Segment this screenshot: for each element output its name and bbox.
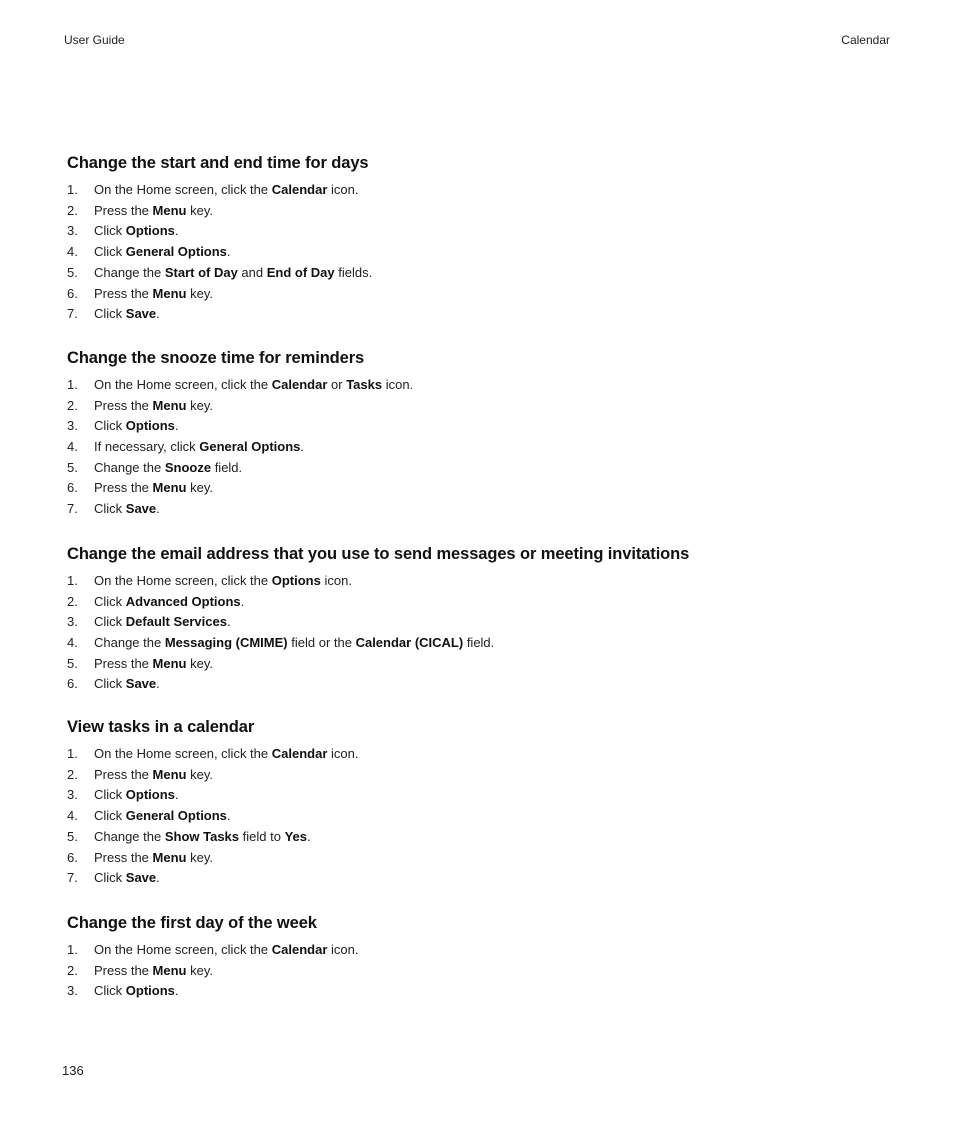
step-item bbox=[67, 571, 887, 592]
step-text: . bbox=[226, 244, 231, 260]
step-text: icon. bbox=[327, 182, 359, 197]
step-text: Press the bbox=[94, 962, 153, 978]
step-text: Click bbox=[94, 244, 126, 260]
steps-list bbox=[67, 940, 887, 1002]
ui-term: Save bbox=[125, 501, 157, 517]
step-text: . bbox=[174, 223, 179, 239]
step-text: Click bbox=[94, 808, 126, 824]
ui-term: Options bbox=[125, 223, 175, 239]
step-text: field. bbox=[211, 459, 243, 475]
step-item bbox=[67, 674, 887, 695]
step-number: 3. bbox=[67, 614, 78, 630]
step-item bbox=[67, 396, 887, 417]
step-number: 4. bbox=[67, 808, 78, 824]
step-number: 4. bbox=[67, 439, 78, 455]
step-text: Change the bbox=[94, 634, 165, 650]
step-item bbox=[67, 612, 887, 633]
step-number: 1. bbox=[67, 376, 78, 392]
ui-term: Options bbox=[271, 572, 321, 588]
step-item bbox=[67, 592, 887, 613]
ui-term: Menu bbox=[152, 202, 187, 218]
ui-term: General Options bbox=[199, 439, 301, 455]
step-text: . bbox=[174, 983, 179, 999]
step-number: 5. bbox=[67, 828, 78, 844]
step-number: 5. bbox=[67, 459, 78, 475]
step-text: key. bbox=[186, 962, 213, 978]
page-number: 136 bbox=[62, 1063, 84, 1078]
step-text: . bbox=[226, 808, 231, 824]
step-text: key. bbox=[186, 285, 213, 301]
step-number: 2. bbox=[67, 593, 78, 609]
step-text: key. bbox=[186, 202, 213, 218]
step-text: Click bbox=[94, 983, 126, 999]
step-number: 6. bbox=[67, 480, 78, 496]
step-text: Click bbox=[94, 306, 126, 322]
step-item bbox=[67, 180, 887, 201]
ui-term: Snooze bbox=[164, 459, 212, 475]
step-text: key. bbox=[186, 849, 213, 865]
step-number: 3. bbox=[67, 418, 78, 434]
step-number: 1. bbox=[67, 572, 78, 588]
steps-list bbox=[67, 571, 887, 695]
ui-term: Menu bbox=[152, 397, 187, 413]
section-heading: Change the email address that you use to send messages or meeting invitations bbox=[67, 544, 690, 563]
step-item bbox=[67, 827, 887, 848]
step-text: Press the bbox=[94, 849, 153, 865]
step-text: icon. bbox=[327, 746, 359, 762]
step-text: . bbox=[156, 501, 160, 517]
step-number: 7. bbox=[67, 870, 78, 886]
step-number: 3. bbox=[67, 787, 78, 803]
section-view-tasks bbox=[67, 716, 887, 889]
step-text: Click bbox=[94, 614, 126, 630]
ui-term: End of Day bbox=[266, 264, 335, 280]
step-text: . bbox=[156, 306, 160, 322]
section-heading: Change the start and end time for days bbox=[67, 154, 369, 172]
step-text: Change the bbox=[94, 828, 165, 844]
step-text: and bbox=[237, 264, 267, 280]
ui-term: Menu bbox=[152, 285, 187, 301]
ui-term: Options bbox=[125, 787, 175, 803]
ui-term: Save bbox=[125, 676, 157, 692]
step-text: . bbox=[156, 676, 160, 692]
step-number: 7. bbox=[67, 501, 78, 517]
step-text: icon. bbox=[327, 941, 359, 957]
ui-term: Calendar bbox=[271, 941, 328, 957]
ui-term: Calendar (CICAL) bbox=[355, 634, 464, 650]
step-text: Change the bbox=[94, 264, 165, 280]
step-text: Click bbox=[94, 787, 126, 803]
step-number: 3. bbox=[67, 223, 78, 239]
step-number: 2. bbox=[67, 962, 78, 978]
ui-term: Options bbox=[125, 983, 175, 999]
step-item bbox=[67, 633, 887, 654]
header-doc-title: User Guide bbox=[64, 33, 125, 47]
step-text: key. bbox=[186, 766, 213, 782]
ui-term: Start of Day bbox=[164, 264, 238, 280]
steps-list bbox=[67, 375, 887, 520]
step-text: . bbox=[174, 787, 179, 803]
ui-term: Menu bbox=[152, 849, 187, 865]
step-item bbox=[67, 304, 887, 325]
step-text: icon. bbox=[382, 376, 414, 392]
step-number: 5. bbox=[67, 264, 78, 280]
ui-term: Save bbox=[125, 306, 157, 322]
running-header bbox=[64, 33, 890, 49]
section-heading: Change the first day of the week bbox=[67, 913, 317, 932]
step-text: Click bbox=[94, 418, 126, 434]
step-text: key. bbox=[186, 655, 213, 671]
section-email-address bbox=[67, 543, 887, 695]
step-text: field or the bbox=[287, 634, 356, 650]
step-text: key. bbox=[186, 480, 213, 496]
step-number: 3. bbox=[67, 983, 78, 999]
step-item bbox=[67, 848, 887, 869]
step-text: Click bbox=[94, 501, 126, 517]
step-number: 6. bbox=[67, 285, 78, 301]
step-text: Press the bbox=[94, 397, 153, 413]
step-item bbox=[67, 806, 887, 827]
page-content bbox=[67, 152, 887, 1002]
step-item bbox=[67, 654, 887, 675]
ui-term: Tasks bbox=[346, 376, 383, 392]
step-text: On the Home screen, click the bbox=[94, 746, 272, 762]
section-first-day-of-week bbox=[67, 912, 887, 1002]
step-number: 1. bbox=[67, 182, 78, 197]
step-item bbox=[67, 375, 887, 396]
step-number: 2. bbox=[67, 202, 78, 218]
step-item bbox=[67, 284, 887, 305]
step-text: On the Home screen, click the bbox=[94, 941, 272, 957]
ui-term: Default Services bbox=[125, 614, 227, 630]
section-start-end-time bbox=[67, 152, 887, 325]
ui-term: Messaging (CMIME) bbox=[164, 634, 288, 650]
ui-term: Calendar bbox=[271, 746, 328, 762]
step-item bbox=[67, 940, 887, 961]
step-item bbox=[67, 263, 887, 284]
step-text: Press the bbox=[94, 766, 153, 782]
step-text: . bbox=[226, 614, 231, 630]
ui-term: General Options bbox=[125, 244, 227, 260]
step-item bbox=[67, 221, 887, 242]
step-item bbox=[67, 201, 887, 222]
step-text: Press the bbox=[94, 202, 153, 218]
step-text: Press the bbox=[94, 285, 153, 301]
ui-term: Menu bbox=[152, 766, 187, 782]
step-text: or bbox=[327, 376, 347, 392]
step-item bbox=[67, 765, 887, 786]
step-text: Click bbox=[94, 223, 126, 239]
step-text: On the Home screen, click the bbox=[94, 572, 272, 588]
step-text: . bbox=[300, 439, 304, 455]
header-chapter-title: Calendar bbox=[841, 33, 890, 47]
step-item bbox=[67, 961, 887, 982]
step-item bbox=[67, 744, 887, 765]
step-number: 1. bbox=[67, 746, 78, 762]
section-heading: View tasks in a calendar bbox=[67, 718, 255, 737]
ui-term: Advanced Options bbox=[125, 593, 241, 609]
section-heading: Change the snooze time for reminders bbox=[67, 348, 365, 367]
section-snooze-time bbox=[67, 347, 887, 520]
step-number: 2. bbox=[67, 766, 78, 782]
step-item bbox=[67, 416, 887, 437]
ui-term: Calendar bbox=[271, 182, 328, 197]
step-item bbox=[67, 437, 887, 458]
step-text: Click bbox=[94, 870, 126, 886]
step-text: . bbox=[174, 418, 179, 434]
ui-term: General Options bbox=[125, 808, 227, 824]
step-item bbox=[67, 785, 887, 806]
step-item bbox=[67, 478, 887, 499]
step-item bbox=[67, 868, 887, 889]
step-text: . bbox=[156, 870, 160, 886]
step-text: Click bbox=[94, 593, 126, 609]
steps-list bbox=[67, 180, 887, 325]
ui-term: Menu bbox=[152, 962, 187, 978]
step-text: If necessary, click bbox=[94, 439, 200, 455]
step-number: 2. bbox=[67, 397, 78, 413]
step-text: field to bbox=[239, 828, 285, 844]
step-text: . bbox=[240, 593, 245, 609]
ui-term: Save bbox=[125, 870, 157, 886]
ui-term: Show Tasks bbox=[164, 828, 240, 844]
step-number: 1. bbox=[67, 941, 78, 957]
step-item bbox=[67, 981, 887, 1002]
step-number: 4. bbox=[67, 244, 78, 260]
step-item bbox=[67, 499, 887, 520]
step-number: 7. bbox=[67, 306, 78, 322]
step-number: 6. bbox=[67, 676, 78, 692]
step-text: key. bbox=[186, 397, 213, 413]
step-text: Press the bbox=[94, 480, 153, 496]
step-text: On the Home screen, click the bbox=[94, 182, 272, 197]
ui-term: Calendar bbox=[271, 376, 328, 392]
step-number: 4. bbox=[67, 634, 78, 650]
steps-list bbox=[67, 744, 887, 889]
step-text: Press the bbox=[94, 655, 153, 671]
ui-term: Options bbox=[125, 418, 175, 434]
step-text: On the Home screen, click the bbox=[94, 376, 272, 392]
step-item bbox=[67, 242, 887, 263]
step-text: fields. bbox=[334, 264, 373, 280]
step-number: 6. bbox=[67, 849, 78, 865]
step-text: . bbox=[306, 828, 311, 844]
step-number: 5. bbox=[67, 655, 78, 671]
ui-term: Yes bbox=[284, 828, 307, 844]
step-item bbox=[67, 458, 887, 479]
step-text: field. bbox=[463, 634, 495, 650]
ui-term: Menu bbox=[152, 480, 187, 496]
step-text: icon. bbox=[320, 572, 352, 588]
step-text: Click bbox=[94, 676, 126, 692]
ui-term: Menu bbox=[152, 655, 187, 671]
step-text: Change the bbox=[94, 459, 165, 475]
